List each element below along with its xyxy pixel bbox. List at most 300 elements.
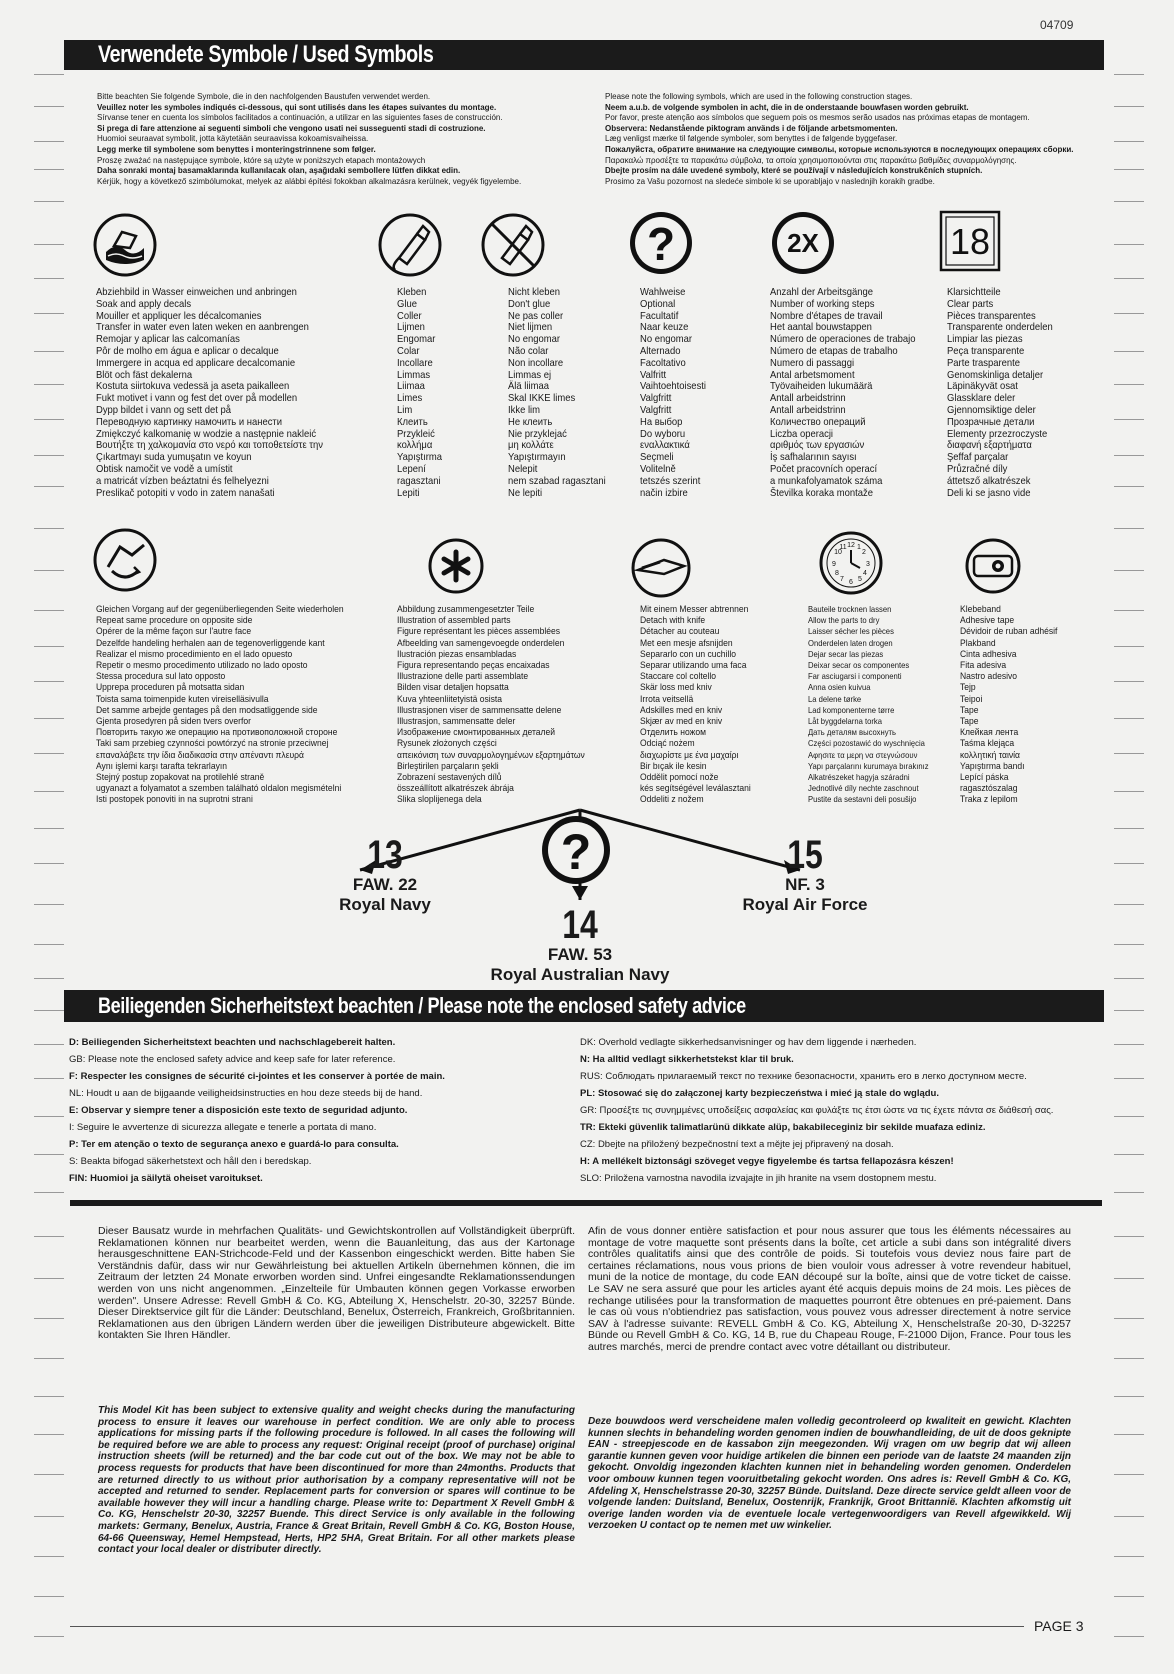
- warranty-fr: Afin de vous donner entière satisfaction et pour nous assurer que tous les éléments nécessaires au montage de votre maquette sont présents dans la boîte, cet article a subi dans son intégralité divers contrôles qualitatifs ainsi que des contrôle de poids. Si toutefois vous deviez nous faire part de certaines réclamations, nous vous prions de bien vouloir vous adresser à votre revendeur habituel, muni de la notice de montage, du code EAN découpé sur la boîte, ainsi que de votre ticket de caisse. Le SAV ne sera assuré que pour les articles ayant été acquis depuis moins de 24 mois. Les pièces de rechange utilisées pour la transformation de maquettes pourront être obtenues en pré-paiement. Dans le cas où vous n'obtiendriez pas satisfaction, vous pouvez vous adresser directement à notre service SAV à l'adresse suivante: REVELL GmbH & Co. KG, Abteilung X, Henschelstraße 20-30, D-32257 Bünde ou Revell GmbH & Co. KG, 14 B, rue du Chapeau Rouge, F-21000 Dijon, France. Pour tous les autres marchés, merci de prendre contact avec votre détaillant ou distributeur.: [588, 1225, 1071, 1353]
- text-line: FIN: Huomioi ja säilytä oheiset varoitukset.: [69, 1173, 263, 1184]
- opposite-side-list: [96, 604, 344, 806]
- list-line: Pôr de molho em água e aplicar o decalque: [96, 344, 279, 357]
- list-line: Mouiller et appliquer les décalcomanies: [96, 309, 262, 322]
- text-line: Παρακαλώ προσέξτε τα παρακάτω σύμβολα, τα οποία χρησιμοποιούνται στις παρακάτω βαθμίδες συναρμολόγησης.: [605, 155, 1017, 165]
- list-line: Irrota veitsellä: [640, 693, 694, 705]
- list-line: Adskilles med en kniv: [640, 704, 723, 716]
- list-line: Glassklare deler: [947, 392, 1016, 405]
- warranty-de: Dieser Bausatz wurde in mehrfachen Qualitäts- und Gewichtskontrollen auf Vollständigkeit überprüft. Reklamationen können nur bearbeitet werden, wenn die Bauanleitung, das aus der Kartonage herausgeschnittene EAN-Strichcode-Feld und der Kassenbon eingeschickt werden. Bitte haben Sie Verständnis dafür, dass wir nur Gewährleistung bei aktuellen Artikeln übernehmen können, die im Zeitraum der letzten 24 Monate erworben worden sind. Unfrei eingesandte Reklamationssendungen werden von uns nicht angenommen. „Einzelteile für Umbauten können gegen Vorkasse erworben werden". Unsere Adresse: Revell GmbH & Co. KG, Abteilung X, Henschelstr. 20-30, 32257 Bünde. Dieser Direktservice gilt für die Länder: Deutschland, Benelux, Österreich, Frankreich, Großbritannien. Reklamationen aus den übrigen Ländern werden über die jeweiligen Distributeure abgewickelt. Bitte kontakten Sie Ihren Händler.: [98, 1225, 575, 1342]
- list-line: Переводную картинку намочить и нанести: [96, 415, 283, 428]
- clock-numeral: 3: [866, 561, 870, 568]
- list-line: Клейкая лента: [960, 727, 1019, 739]
- list-line: Toista sama toimenpide kuten vireiselläsivulla: [96, 693, 269, 705]
- list-line: Far asciugarsi i componenti: [808, 671, 902, 682]
- list-line: Limpiar las piezas: [947, 333, 1023, 346]
- list-line: Opérer de la même façon sur l'autre face: [96, 626, 252, 638]
- text-line: Dbejte prosím na dále uvedené symboly, které se používají v následujících konstrukčních stupních.: [605, 166, 983, 176]
- text-line: NL: Houdt u aan de bijgaande veiligheidsinstructies en hou deze steeds bij de hand.: [69, 1088, 423, 1099]
- list-line: Stessa procedura sul lato opposto: [96, 671, 226, 683]
- list-line: a matricát vízben beáztatni és felhelyezni: [96, 474, 269, 487]
- list-line: αριθμός των εργασιών: [770, 439, 865, 452]
- list-line: Lepení: [397, 462, 426, 475]
- list-line: Dypp bildet i vann og sett det på: [96, 403, 232, 416]
- list-line: Illustrasjon, sammensatte deler: [397, 716, 516, 728]
- list-line: Przykleić: [397, 427, 435, 440]
- list-line: Taki sam przebieg czynności powtórzyć na stronie przeciwnej: [96, 738, 329, 750]
- list-line: Številka koraka montaže: [770, 486, 873, 499]
- list-line: Numero di passaggi: [770, 356, 855, 369]
- list-line: Çıkartmayı suda yumuşatın ve koyun: [96, 451, 252, 464]
- list-line: Älä liimaa: [508, 380, 549, 393]
- text-line: N: Ha alltid vedlagt sikkerhetstekst klar til bruk.: [580, 1054, 794, 1065]
- list-line: Zobrazení sestavených dílů: [397, 772, 502, 784]
- steps-list: [770, 287, 916, 499]
- intro-left: [97, 92, 597, 187]
- list-line: Tejp: [960, 682, 976, 694]
- list-line: Transparente onderdelen: [947, 321, 1053, 334]
- list-line: Illustrazione delle parti assemblate: [397, 671, 529, 683]
- list-line: Figura representando peças encaixadas: [397, 660, 550, 672]
- variant-number: 14: [562, 903, 598, 947]
- list-line: Taśma klejąca: [960, 738, 1015, 750]
- list-line: επαναλάβετε την ίδια διαδικασία στην απέναντι πλευρά: [96, 749, 304, 761]
- list-line: Facoltativo: [640, 356, 686, 369]
- text-line: TR: Ekteki güvenlik talimatlarünü dikkate alüp, bakabileceginiz bir sekilde muafaza ediniz.: [580, 1122, 986, 1133]
- list-line: Låt byggdelarna torka: [808, 716, 883, 727]
- list-line: Części pozostawić do wyschnięcia: [808, 738, 925, 749]
- list-line: Limes: [397, 392, 423, 405]
- list-line: Deli ki se jasno vide: [947, 486, 1031, 499]
- list-line: Figure représentant les pièces assemblées: [397, 626, 561, 638]
- warranty-en: This Model Kit has been subject to extensive quality and weight checks during the manufacturing process to ensure it leaves our warehouse in perfect condition. We are only able to process applications for missing parts if the following procedure is followed. In all cases the following will be required before we are able to process any request: Original receipt (proof of purchase) original instruction sheets (will be returned) and the bar code cut out of the box. We may not be able to process requests for products that have been discontinued for more than 24months. Products that are returned directly to us without prior authorisation by a company representative will not be accepted and returned to sender. Replacement parts for conversion or spares will continue to be available however they will incur a handling charge. Please write to: Department X Revell GmbH & Co. KG, Henschelstr 20-30, 32257 Buende. This direct Service is only available in the following markets: Germany, Benelux, Austria, France & Great Britain, Revell GmbH & Co. KG, Boston House, 64-66 Queensway, Hemel Hempstead, Herts, HP2 5HA, Great Britain. For all other markets please contact your local dealer or distributer directly.: [98, 1405, 575, 1556]
- list-line: Количество операций: [770, 415, 866, 428]
- list-line: Lad komponenterne tørre: [808, 704, 895, 715]
- svg-text:?: ?: [646, 218, 676, 270]
- list-line: Elementy przezroczyste: [947, 427, 1048, 440]
- knife-icon: [628, 538, 694, 603]
- noglue-list: [508, 287, 606, 499]
- list-line: Birleştirilen parçaların şekli: [397, 760, 499, 772]
- list-line: Skal IKKE limes: [508, 392, 576, 405]
- list-line: Lijmen: [397, 321, 425, 334]
- intro-right: [605, 92, 1105, 187]
- list-line: Gleichen Vorgang auf der gegenüberliegenden Seite wiederholen: [96, 604, 344, 615]
- text-line: Neem a.u.b. de volgende symbolen in acht, die in de onderstaande bouwfasen worden gebruikt.: [605, 102, 969, 112]
- variant-13[interactable]: [310, 835, 460, 915]
- list-line: Valgfritt: [640, 392, 672, 405]
- list-line: Het aantal bouwstappen: [770, 321, 872, 334]
- list-line: Повторить такую же операцию на противоположной стороне: [96, 727, 338, 739]
- clock-dry-icon: [818, 530, 884, 601]
- clock-numeral: 10: [834, 549, 842, 556]
- text-line: Proszę zważać na następujące symbole, które są użyte w poniższych etapach montażowych: [97, 155, 426, 165]
- text-line: P: Ter em atenção o texto de segurança anexo e guardá-lo para consulta.: [69, 1139, 399, 1150]
- opposite-side-icon: [92, 527, 158, 598]
- glue-list: [397, 287, 442, 499]
- list-line: Tape: [960, 704, 979, 716]
- text-line: Sírvanse tener en cuenta los símbolos facilitados a continuación, a utilizar en las siguientes fases de construcción.: [97, 113, 503, 123]
- list-line: Fita adesiva: [960, 660, 1007, 672]
- tape-list: [960, 604, 1057, 806]
- text-line: F: Respecter les consignes de sécurité ci-jointes et les conserver à portée de main.: [69, 1071, 445, 1082]
- left-margin-marks: [34, 40, 64, 1660]
- list-line: Limmas ej: [508, 368, 552, 381]
- text-line: D: Beiliegenden Sicherheitstext beachten und nachschlagebereit halten.: [69, 1037, 396, 1048]
- list-line: Ikke lim: [508, 403, 541, 416]
- list-line: Repetir o mesmo procedimento utilizado no lado oposto: [96, 660, 308, 672]
- text-line: Bitte beachten Sie folgende Symbole, die in den nachfolgenden Baustufen verwendet werden.: [97, 92, 431, 101]
- list-line: Yapıştırma: [397, 451, 442, 464]
- text-line: Пожалуйста, обратите внимание на следующие символы, которые используются в последующих операциях сборки.: [605, 144, 1074, 154]
- clock-numeral: 2: [862, 549, 866, 556]
- list-line: tetszés szerint: [640, 474, 701, 487]
- clock-numeral: 8: [835, 570, 839, 577]
- list-line: Pièces transparentes: [947, 309, 1036, 322]
- list-line: Gjennomsiktige deler: [947, 403, 1036, 416]
- list-line: Nastro adesivo: [960, 671, 1018, 683]
- list-line: Yapıştırma bandı: [960, 760, 1025, 772]
- list-line: összeállított alkatrészek ábrája: [397, 783, 514, 795]
- text-line: S: Beakta bifogad säkerhetstext och håll den i beredskap.: [69, 1156, 312, 1167]
- list-line: Deixar secar os componentes: [808, 660, 910, 671]
- list-line: Клеить: [397, 415, 428, 428]
- list-line: kés segítségével leválasztani: [640, 783, 751, 795]
- variant-14[interactable]: [480, 905, 680, 985]
- list-line: Rysunek złożonych części: [397, 738, 497, 750]
- list-line: Liczba operacji: [770, 427, 834, 440]
- list-line: Incollare: [397, 356, 433, 369]
- variant-15[interactable]: [715, 835, 895, 915]
- assembled-list: [397, 604, 585, 806]
- list-line: Obtisk namočit ve vodě a umístit: [96, 462, 233, 475]
- list-line: ugyanazt a folyamatot a szemben található oldalon megismételni: [96, 783, 342, 795]
- list-line: Blöt och fäst dekalerna: [96, 368, 193, 381]
- text-line: GB: Please note the enclosed safety advice and keep safe for later reference.: [69, 1054, 396, 1065]
- list-line: Liimaa: [397, 380, 425, 393]
- clear-badge-text: 18: [949, 221, 991, 262]
- knife-list: [640, 604, 751, 806]
- list-line: Ilustración piezas ensambladas: [397, 648, 517, 660]
- text-line: E: Observar y siempre tener a disposición este texto de seguridad adjunto.: [69, 1105, 408, 1116]
- list-line: Onderdelen laten drogen: [808, 637, 893, 648]
- list-line: Allow the parts to dry: [808, 615, 880, 626]
- list-line: Nombre d'étapes de travail: [770, 309, 883, 322]
- list-line: Не клеить: [508, 415, 553, 428]
- list-line: Volitelně: [640, 462, 676, 475]
- list-line: Anna osien kuivua: [808, 682, 871, 693]
- safety-left: [69, 1034, 445, 1187]
- list-line: Repeat same procedure on opposite side: [96, 615, 253, 627]
- clock-numeral: 11: [839, 544, 847, 551]
- text-line: Huomioi seuraavat symbolit, jotta käytetään seuraavissa kokoamisvaiheissa.: [97, 134, 369, 144]
- page-number: PAGE 3: [1034, 1618, 1084, 1634]
- safety-banner: [64, 990, 1104, 1022]
- list-line: Dejar secar las piezas: [808, 648, 884, 659]
- list-line: Realizar el mismo procedimiento en el lado opuesto: [96, 648, 293, 660]
- clock-numeral: 4: [863, 570, 867, 577]
- page-code: 04709: [1040, 18, 1074, 32]
- list-line: Şeffaf parçalar: [947, 451, 1009, 464]
- text-line: Prosimo za Vašu pozornost na sledeće simbole ki se uporabljajo v naslednjih korakih gradbe.: [605, 176, 935, 186]
- variant-mark: FAW. 53: [547, 945, 613, 964]
- list-line: Laisser sécher les pièces: [808, 626, 894, 637]
- list-line: Zmiękczyć kalkomanię w wodzie a następnie nakleić: [96, 427, 317, 440]
- list-line: Mit einem Messer abtrennen: [640, 604, 749, 615]
- list-line: Pustite da sestavni deli posušijo: [808, 794, 917, 805]
- list-line: Preslikač potopiti v vodo in zatem nanašati: [96, 486, 275, 499]
- text-line: I: Seguire le avvertenze di sicurezza allegate e tenerle a portata di mano.: [69, 1122, 377, 1133]
- list-line: Soak and apply decals: [96, 297, 192, 310]
- text-line: Kérjük, hogy a következő szimbólumokat, melyek az alábbi építési fokokban alkalmazásra kerülnek, vegyék figyelembe.: [97, 176, 522, 186]
- list-line: Clear parts: [947, 297, 994, 310]
- list-line: Antall arbeidstrinn: [770, 403, 846, 416]
- list-line: κολλητική ταινία: [960, 749, 1020, 761]
- text-line: PL: Stosować się do załączonej karty bezpieczeństwa i mieć ją stale do wglądu.: [580, 1088, 940, 1099]
- list-line: način izbire: [640, 486, 688, 499]
- text-line: Please note the following symbols, which are used in the following construction stages.: [605, 92, 913, 101]
- list-line: áttetsző alkatrészek: [947, 474, 1031, 487]
- list-line: Número de operaciones de trabajo: [770, 333, 916, 346]
- glue-tube-icon: [377, 212, 443, 283]
- clock-numeral: 5: [858, 576, 862, 583]
- list-line: Oddělit pomocí nože: [640, 772, 719, 784]
- clock-numeral: 9: [832, 561, 836, 568]
- list-line: Optional: [640, 297, 676, 310]
- assembled-parts-icon: [428, 538, 484, 599]
- list-line: Cinta adhesiva: [960, 648, 1017, 660]
- list-line: διαφανή εξαρτήματα: [947, 439, 1032, 452]
- list-line: Naar keuze: [640, 321, 689, 334]
- list-line: Nie przyklejać: [508, 427, 567, 440]
- list-line: Ne pas coller: [508, 309, 564, 322]
- list-line: Kostuta siirtokuva vedessä ja aseta paikalleen: [96, 380, 290, 393]
- list-line: Dezelfde handeling herhalen aan de tegenoverliggende kant: [96, 637, 325, 649]
- list-line: Alkatrészeket hagyja száradni: [808, 772, 910, 783]
- list-line: Stejný postup zopakovat na protilehlé straně: [96, 772, 265, 784]
- list-line: Immergere in acqua ed applicare decalcomanie: [96, 356, 296, 369]
- decals-list: [96, 287, 323, 499]
- list-line: Teipoi: [960, 693, 983, 705]
- list-line: Отделить ножом: [640, 727, 706, 739]
- list-line: Valgfritt: [640, 403, 672, 416]
- text-line: DK: Overhold vedlagte sikkerhedsanvisninger og hav dem liggende i nærheden.: [580, 1037, 917, 1048]
- list-line: Nicht kleben: [508, 286, 561, 298]
- list-line: Plakband: [960, 637, 996, 649]
- list-line: Lim: [397, 403, 413, 416]
- dry-list: [808, 604, 929, 806]
- list-line: κολλήμα: [397, 439, 433, 452]
- variant-number: 13: [367, 833, 403, 877]
- tape-icon: [960, 538, 1026, 599]
- list-line: Met een mesje afsnijden: [640, 637, 733, 649]
- list-line: Detach with knife: [640, 615, 706, 627]
- list-line: Não colar: [508, 344, 549, 357]
- steps-badge-text: 2X: [787, 228, 819, 258]
- list-line: Lepící páska: [960, 772, 1009, 784]
- optional-question-icon: [628, 210, 694, 281]
- list-line: Détacher au couteau: [640, 626, 720, 638]
- list-line: Alternado: [640, 344, 681, 357]
- list-line: Nelepit: [508, 462, 538, 475]
- list-line: Limmas: [397, 368, 431, 381]
- list-line: Βουτήξτε τη χαλκομανία στο νερό και τοποθετείστε την: [96, 439, 324, 452]
- text-line: Læg venligst mærke til følgende symboler, som benyttes i de følgende byggefaser.: [605, 134, 898, 144]
- text-line: SLO: Priložena varnostna navodila izvajajte in jih hranite na vsem dostopnem mestu.: [580, 1173, 937, 1184]
- list-line: La delene tørke: [808, 693, 862, 704]
- list-line: На выбор: [640, 415, 683, 428]
- list-line: Skjær av med en kniv: [640, 716, 723, 728]
- optional-list: [640, 287, 706, 499]
- list-line: Slika sloplijenega dela: [397, 794, 482, 806]
- list-line: απεικόνιση των συναρμολογημένων εξαρτημάτων: [397, 749, 585, 761]
- safety-banner-title: Beiliegenden Sicherheitstext beachten / Please note the enclosed safety advice: [98, 993, 746, 1018]
- divider: [70, 1200, 1102, 1206]
- list-line: Aynı işlemi karşı tarafta tekrarlayın: [96, 760, 227, 772]
- list-line: Number of working steps: [770, 297, 875, 310]
- variant-badge-text: ?: [560, 824, 592, 880]
- list-line: Odciąć nożem: [640, 738, 695, 750]
- text-line: Legg merke til symbolene som benyttes i monteringstrinnene som følger.: [97, 144, 376, 154]
- list-line: Bauteile trocknen lassen: [808, 604, 892, 614]
- symbols-banner: [64, 40, 1104, 70]
- variant-number: 15: [787, 833, 823, 877]
- list-line: Αφησιτε τα μερη να στεγνώσουν: [808, 749, 918, 760]
- list-line: Separar utilizando uma faca: [640, 660, 747, 672]
- list-line: Дать деталям высохнуть: [808, 727, 897, 738]
- text-line: RUS: Соблюдать прилагаемый текст по технике безопасности, хранить его в легко доступном месте.: [580, 1071, 1027, 1082]
- list-line: Lepiti: [397, 486, 420, 499]
- list-line: Klarsichtteile: [947, 286, 1001, 298]
- list-line: Anzahl der Arbeitsgänge: [770, 286, 873, 298]
- list-line: Do wyboru: [640, 427, 686, 440]
- list-line: Počet pracovních operací: [770, 462, 878, 475]
- list-line: Illustrasjonen viser de sammensatte delene: [397, 704, 562, 716]
- list-line: Don't glue: [508, 297, 551, 310]
- list-line: Afbeelding van samengevoegde onderdelen: [397, 637, 565, 649]
- list-line: Fukt motivet i vann og fest det over på modellen: [96, 392, 298, 405]
- list-line: Colar: [397, 344, 420, 357]
- list-line: Gjenta prosedyren på siden tvers overfor: [96, 716, 251, 728]
- list-line: Průzračné díly: [947, 462, 1008, 475]
- text-line: H: A mellékelt biztonsági szöveget vegye figyelembe és tartsa fellapozásra készen!: [580, 1156, 954, 1167]
- list-line: μη κολλάτε: [508, 439, 554, 452]
- text-line: CZ: Dbejte na přiložený bezpečnostní text a mějte jej připravený na dosah.: [580, 1139, 894, 1150]
- list-line: Glue: [397, 297, 417, 310]
- list-line: Vaihtoehtoisesti: [640, 380, 707, 393]
- list-line: Illustration of assembled parts: [397, 615, 511, 627]
- list-line: Coller: [397, 309, 422, 322]
- list-line: Engomar: [397, 333, 436, 346]
- list-line: Transfer in water even laten weken en aanbrengen: [96, 321, 309, 334]
- text-line: Daha sonraki montaj basamaklarında kullanılacak olan, aşağıdaki sembollere lütfen dikkat edin.: [97, 166, 461, 176]
- list-line: ragasztani: [397, 474, 441, 487]
- list-line: ragasztószalag: [960, 783, 1018, 795]
- no-glue-icon: [480, 212, 546, 283]
- list-line: Separarlo con un cuchillo: [640, 648, 737, 660]
- list-line: Número de etapas de trabalho: [770, 344, 898, 357]
- clock-numeral: 7: [840, 576, 844, 583]
- list-line: Peça transparente: [947, 344, 1025, 357]
- safety-right: [580, 1034, 1053, 1187]
- list-line: İş safhalarının sayısı: [770, 451, 857, 464]
- list-line: Kuva yhteenliitetyistä osista: [397, 693, 503, 705]
- list-line: No engomar: [640, 333, 693, 346]
- footer-line: [70, 1626, 1024, 1627]
- list-line: Ne lepiti: [508, 486, 543, 499]
- list-line: Yapıştırmayın: [508, 451, 566, 464]
- list-line: Abziehbild in Wasser einweichen und anbringen: [96, 286, 297, 298]
- text-line: Por favor, preste atenção aos símbolos que seguem pois os mesmos serão usados nas próximas etapas de montagem.: [605, 113, 1030, 123]
- text-line: GR: Προσέξτε τις συνημμένες υποδείξεις ασφαλείας και φυλάξτε τις έτσι ώστε να τις έχετε πάντα σε διάθεσή σας.: [580, 1105, 1054, 1116]
- decal-water-icon: [92, 212, 158, 283]
- list-line: Dévidoir de ruban adhésif: [960, 626, 1058, 638]
- list-line: a munkafolyamatok száma: [770, 474, 883, 487]
- list-line: Genomskinliga detaljer: [947, 368, 1044, 381]
- list-line: Abbildung zusammengesetzter Teile: [397, 604, 535, 615]
- right-margin-marks: [1114, 40, 1144, 1660]
- list-line: Traka z lepilom: [960, 794, 1018, 806]
- list-line: διαχωρίστε με ένα μαχαίρι: [640, 749, 739, 761]
- list-line: Det samme arbejde gentages på den modsatliggende side: [96, 704, 318, 716]
- list-line: Bilden visar detaljen hopsatta: [397, 682, 509, 694]
- text-line: Observera: Nedanstående piktogram används i de följande arbetsmomenten.: [605, 123, 898, 133]
- clear-list: [947, 287, 1053, 499]
- list-line: Valfritt: [640, 368, 667, 381]
- list-line: Työvaiheiden lukumäärä: [770, 380, 873, 393]
- clear-parts-icon: [939, 210, 1001, 277]
- list-line: Jednotlivé díly nechte zaschnout: [808, 783, 919, 794]
- variant-question-icon: [540, 814, 612, 891]
- list-line: nem szabad ragasztani: [508, 474, 606, 487]
- list-line: Parte trasparente: [947, 356, 1021, 369]
- variant-mark: FAW. 22: [352, 875, 418, 894]
- variant-service: Royal Air Force: [742, 895, 868, 914]
- list-line: Isti postopek ponoviti in na suprotni strani: [96, 794, 253, 806]
- list-line: Oddeliti z nožem: [640, 794, 704, 806]
- list-line: Remojar y aplicar las calcomanías: [96, 333, 240, 346]
- list-line: No engomar: [508, 333, 561, 346]
- list-line: Kleben: [397, 286, 427, 298]
- list-line: Antal arbetsmoment: [770, 368, 855, 381]
- list-line: Niet lijmen: [508, 321, 553, 334]
- clock-numeral: 6: [849, 579, 853, 586]
- symbols-banner-title: Verwendete Symbole / Used Symbols: [98, 41, 434, 68]
- variant-mark: NF. 3: [785, 875, 825, 894]
- clock-numeral: 1: [857, 544, 861, 551]
- list-line: Läpinäkyvät osat: [947, 380, 1018, 393]
- list-line: Seçmeli: [640, 451, 674, 464]
- steps-count-icon: [770, 210, 836, 281]
- text-line: Si prega di fare attenzione ai seguenti simboli che vengono usati nei susseguenti stadi di costruzione.: [97, 123, 486, 133]
- list-line: Изображение смонтированных деталей: [397, 727, 556, 739]
- list-line: Non incollare: [508, 356, 564, 369]
- list-line: εναλλακτικά: [640, 439, 690, 452]
- list-line: Skär loss med kniv: [640, 682, 712, 694]
- list-line: Facultatif: [640, 309, 679, 322]
- clock-numeral: 12: [847, 542, 855, 549]
- variant-service: Royal Australian Navy: [490, 965, 670, 984]
- text-line: Veuillez noter les symboles indiqués ci-dessous, qui sont utilisés dans les étapes suivantes du montage.: [97, 102, 497, 112]
- list-line: Antall arbeidstrinn: [770, 392, 846, 405]
- list-line: Wahlweise: [640, 286, 686, 298]
- list-line: Yapı parçalarını kurumaya bırakınız: [808, 760, 929, 771]
- list-line: Adhesive tape: [960, 615, 1015, 627]
- list-line: Bir bıçak ile kesin: [640, 760, 707, 772]
- list-line: Klebeband: [960, 604, 1001, 615]
- list-line: Прозрачные детали: [947, 415, 1035, 428]
- list-line: Tape: [960, 716, 979, 728]
- list-line: Staccare col coltello: [640, 671, 717, 683]
